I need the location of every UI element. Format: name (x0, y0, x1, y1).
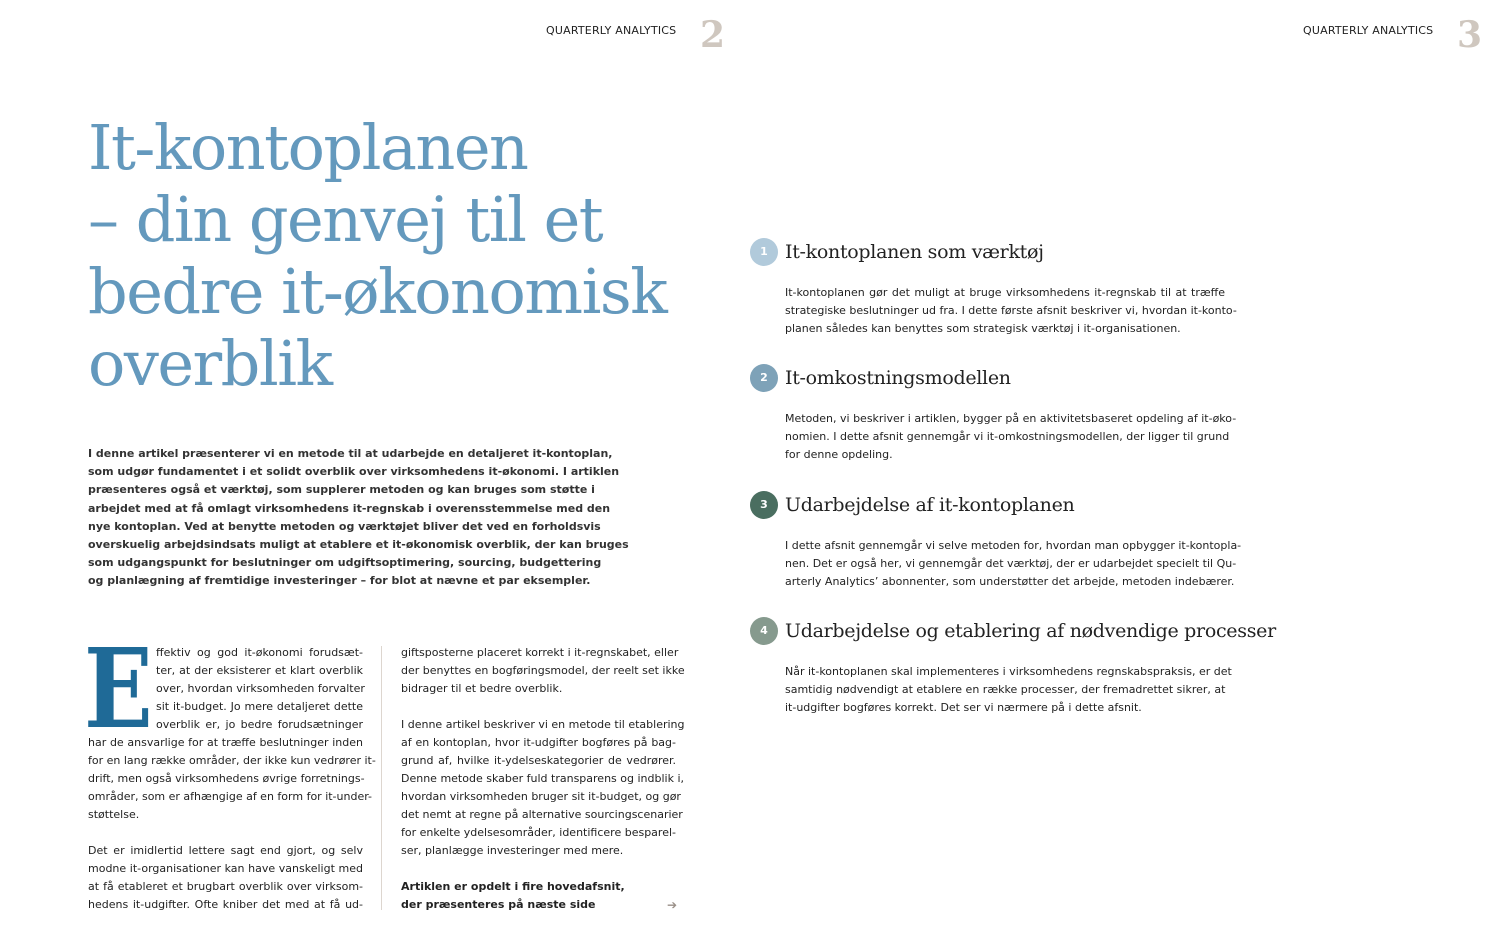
body-line: bidrager til et bedre overblik. (401, 682, 563, 695)
drop-cap: E (84, 624, 153, 753)
body-paragraph (401, 644, 685, 698)
body-line: der benyttes en bogføringsmodel, der reelt set ikke (401, 664, 685, 677)
lead-line: som udgangspunkt for beslutninger om udgiftsoptimering, sourcing, budgettering (88, 556, 602, 570)
arrow-right-icon[interactable]: ➔ (666, 898, 677, 912)
running-head: QUARTERLY ANALYTICS (546, 24, 677, 37)
section-body (785, 663, 1232, 717)
page-number: 3 (1457, 14, 1483, 56)
lead-paragraph (88, 445, 629, 591)
body-line: ser, planlægge investeringer med mere. (401, 844, 624, 857)
body-line: af en kontoplan, hvor it-udgifter bogføres på bag- (401, 736, 676, 749)
body-line: har de ansvarlige for at træffe beslutninger inden (88, 736, 363, 749)
body-line: nomien. I dette afsnit gennemgår vi it-omkostningsmodellen, der ligger til grund (785, 430, 1230, 443)
next-page-callout[interactable] (401, 878, 679, 914)
lead-line: I denne artikel præsenterer vi en metode til at udarbejde en detaljeret it-kontoplan, (88, 447, 613, 460)
body-line: for en lang række områder, der ikke kun vedrører it- (88, 754, 376, 767)
body-line: ter, at der eksisterer et klart overblik (156, 664, 363, 677)
body-paragraph (88, 842, 363, 914)
body-line: støttelse. (88, 808, 140, 821)
body-line: It-kontoplanen gør det muligt at bruge virksomhedens it-regnskab til at træffe (785, 286, 1225, 299)
body-line: for denne opdeling. (785, 448, 893, 461)
body-line: giftsposterne placeret korrekt i it-regnskabet, eller (401, 646, 679, 659)
body-paragraph (84, 624, 376, 824)
body-line: Metoden, vi beskriver i artiklen, bygger på en aktivitetsbaseret opdeling af it-øko- (785, 412, 1237, 425)
section-heading: It-kontoplanen som værktøj (785, 241, 1044, 263)
title-line: – din genvej til et (88, 183, 603, 256)
lead-line: arbejdet med at få omlagt virksomhedens it-regnskab i overensstemmelse med den (88, 501, 611, 515)
section-number-badge: 3 (750, 491, 778, 519)
body-line: samtidig nødvendigt at etablere en række processer, der fremadrettet sikrer, at (785, 683, 1226, 696)
right-page (750, 0, 1500, 950)
lead-line: nye kontoplan. Ved at benytte metoden og værktøjet bliver det ved en forholdsvis (88, 519, 601, 533)
lead-line: som udgør fundamentet i et solidt overblik over virksomhedens it-økonomi. I artiklen (88, 465, 620, 479)
body-line: strategiske beslutninger ud fra. I dette første afsnit beskriver vi, hvordan it-konto- (785, 304, 1237, 317)
body-line: sit it-budget. Jo mere detaljeret dette (156, 700, 363, 713)
body-line: hedens it-udgifter. Ofte kniber det med at få ud- (88, 898, 363, 911)
section-number-badge: 1 (750, 238, 778, 266)
callout-line: Artiklen er opdelt i fire hovedafsnit, (401, 880, 625, 893)
body-line: at få etableret et brugbart overblik over virksom- (88, 880, 363, 893)
section-number-badge: 4 (750, 617, 778, 645)
title-line: bedre it-økonomisk (88, 255, 667, 328)
body-line: Når it-kontoplanen skal implementeres i virksomhedens regnskabspraksis, er det (785, 665, 1232, 678)
body-line: nen. Det er også her, vi gennemgår det værktøj, der er udarbejdet specielt til Qu- (785, 557, 1237, 570)
body-line: områder, som er afhængige af en form for it-under- (88, 790, 373, 803)
body-column-2 (401, 644, 685, 878)
body-line: grund af, hvilke it-ydelseskategorier de vedrører. (401, 754, 676, 767)
section-number-badge: 2 (750, 364, 778, 392)
column-divider (381, 646, 382, 910)
title-line: It-kontoplanen (88, 111, 528, 184)
body-line: ffektiv og god it-økonomi forudsæt- (156, 646, 363, 659)
lead-line: præsenteres også et værktøj, som supplerer metoden og kan bruges som støtte i (88, 483, 595, 497)
title-line: overblik (88, 327, 332, 400)
callout-line: der præsenteres på næste side (401, 898, 596, 911)
body-line: it-udgifter bogføres korrekt. Det ser vi nærmere på i dette afsnit. (785, 701, 1142, 714)
body-line: Det er imidlertid lettere sagt end gjort, og selv (88, 844, 363, 857)
body-line: planen således kan benyttes som strategisk værktøj i it-organisationen. (785, 322, 1181, 335)
section-body (785, 537, 1242, 591)
body-line: drift, men også virksomhedens øvrige forretnings- (88, 772, 365, 785)
section-heading: It-omkostningsmodellen (785, 367, 1011, 389)
body-line: for enkelte ydelsesområder, identificere besparel- (401, 826, 676, 839)
article-title (88, 112, 688, 400)
running-head: QUARTERLY ANALYTICS (1303, 24, 1434, 37)
body-line: I denne artikel beskriver vi en metode til etablering (401, 718, 685, 731)
body-line: hvordan virksomheden bruger sit it-budget, og gør (401, 790, 681, 803)
body-paragraph (401, 716, 685, 860)
body-line: Denne metode skaber fuld transparens og indblik i, (401, 772, 684, 785)
lead-line: og planlægning af fremtidige investeringer – for blot at nævne et par eksempler. (88, 574, 591, 588)
section-body (785, 410, 1237, 464)
section-heading: Udarbejdelse af it-kontoplanen (785, 494, 1075, 516)
body-column-1 (84, 624, 376, 932)
page-number: 2 (700, 14, 726, 56)
body-line: overblik er, jo bedre forudsætninger (156, 718, 363, 731)
section-heading: Udarbejdelse og etablering af nødvendige processer (785, 620, 1276, 642)
body-line: over, hvordan virksomheden forvalter (156, 682, 365, 695)
lead-line: overskuelig arbejdsindsats muligt at etablere et it-økonomisk overblik, der kan bruges (88, 538, 629, 552)
body-line: arterly Analytics’ abonnenter, som understøtter det arbejde, metoden indebærer. (785, 575, 1235, 588)
body-line: det nemt at regne på alternative sourcingscenarier (401, 808, 683, 821)
section-body (785, 284, 1237, 338)
body-line: modne it-organisationer kan have vanskeligt med (88, 862, 363, 875)
body-line: I dette afsnit gennemgår vi selve metoden for, hvordan man opbygger it-kontopla- (785, 539, 1242, 552)
